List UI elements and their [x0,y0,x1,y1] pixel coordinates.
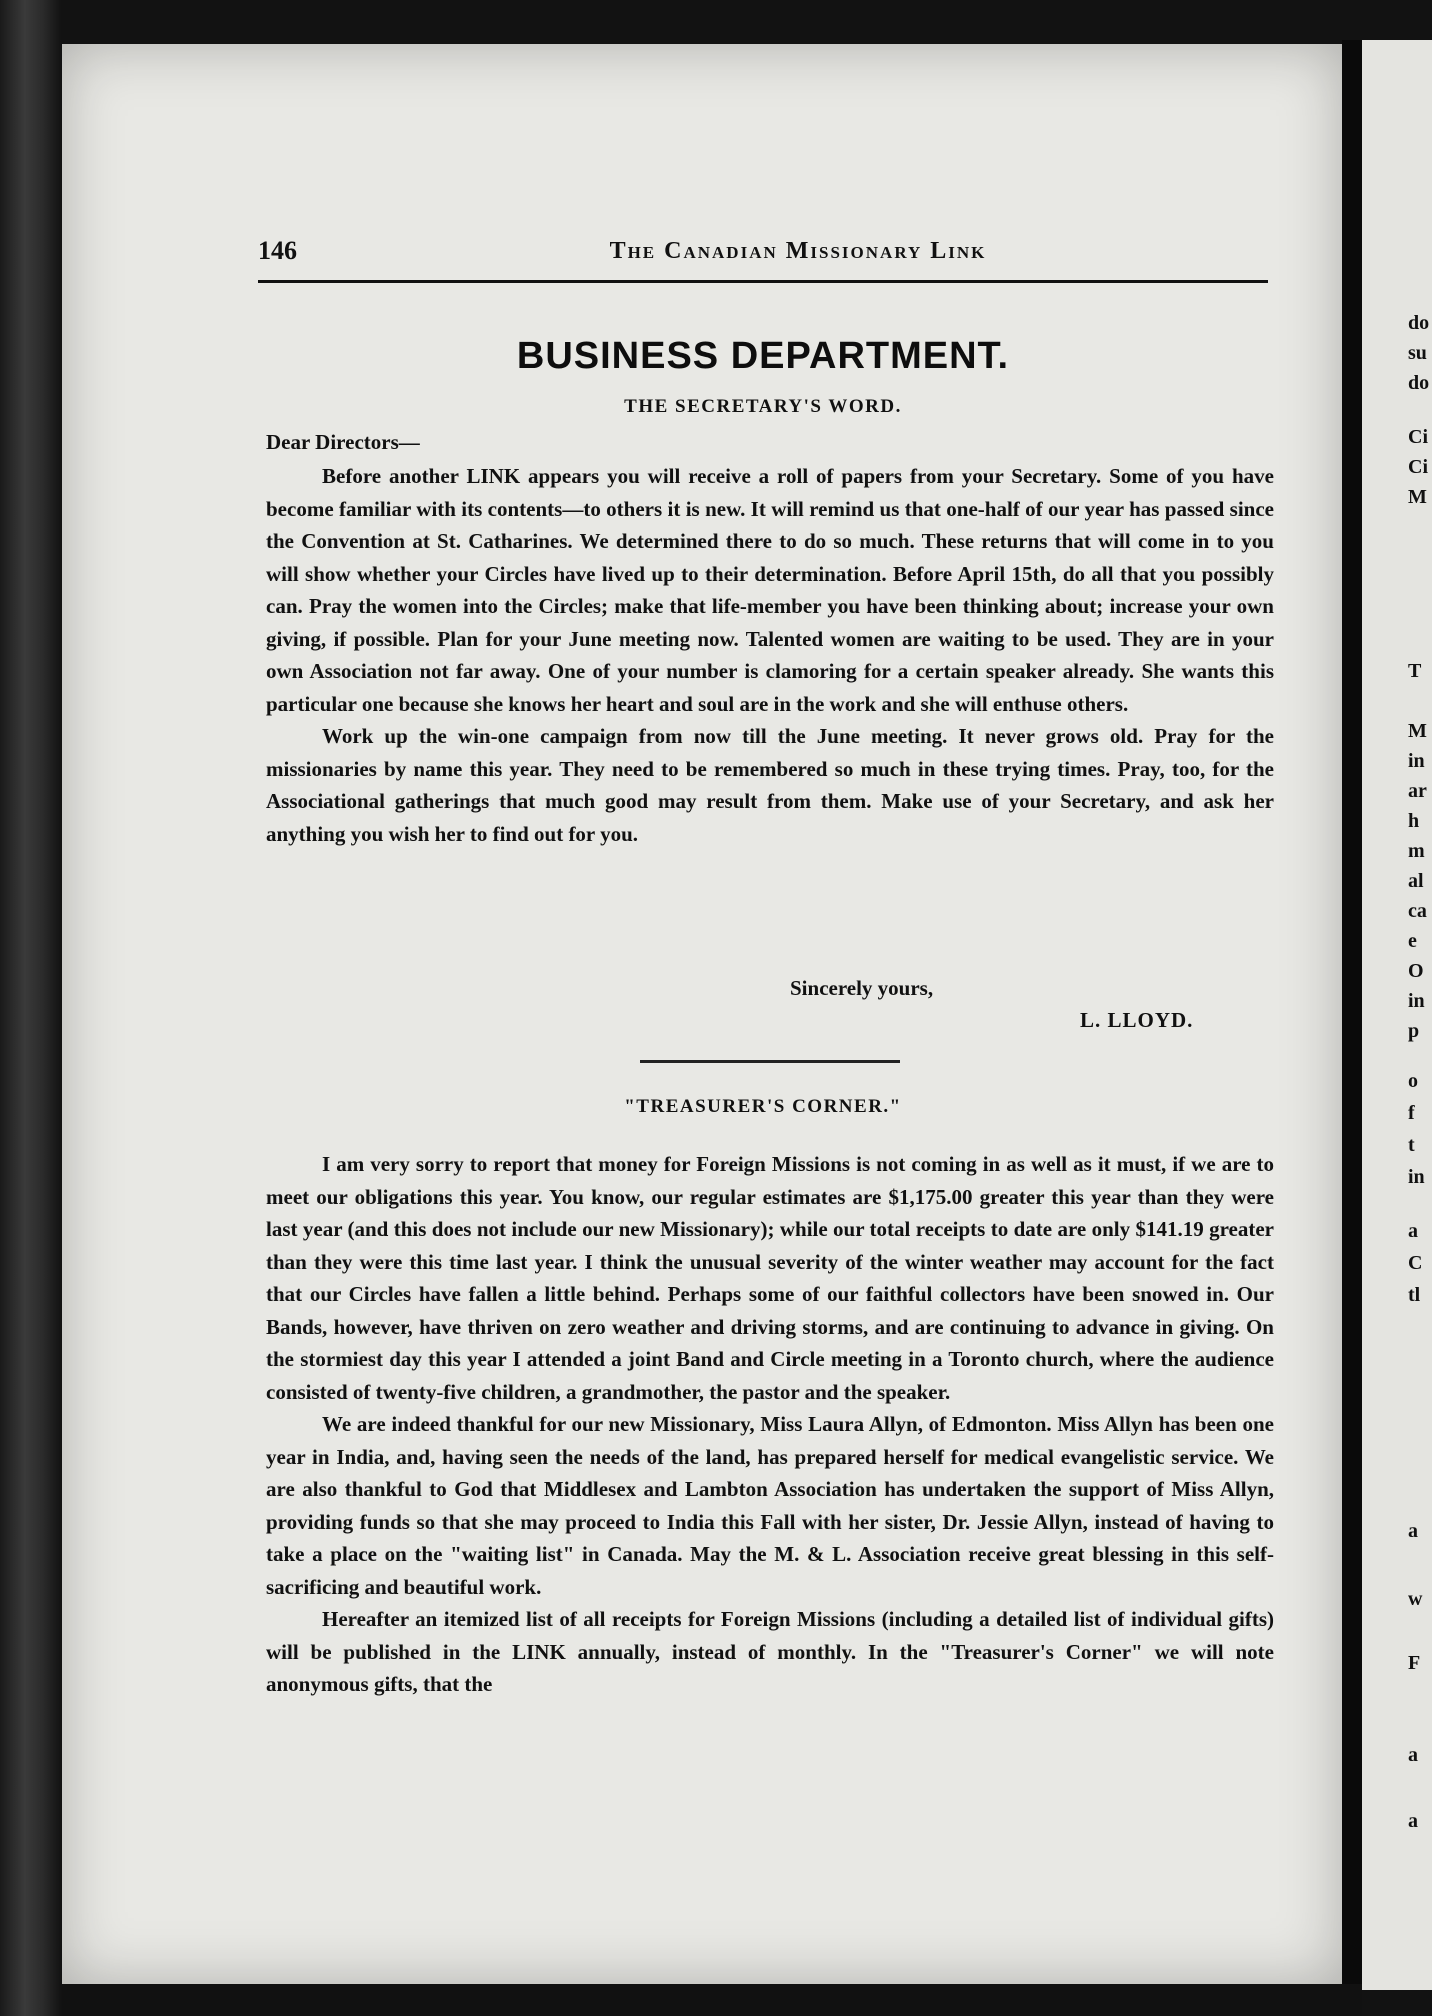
book-spine [0,0,62,2016]
fragment: ar [1408,780,1427,802]
page-gutter [1342,40,1362,1990]
fragment: M [1408,720,1427,742]
closing: Sincerely yours, [790,976,934,1000]
fragment: a [1408,1810,1418,1832]
fragment: a [1408,1220,1418,1242]
fragment: in [1408,750,1425,772]
fragment: al [1408,870,1424,892]
paragraph: Work up the win-one campaign from now till the June meeting. It never grows old. Pray for the missionaries by name this year. They need to be remembered so much in these trying times. Pray, too, for the Associational gatherings that much good may result from them. Make use of your Secretary, and ask her anything you wish her to find out for you. [266,724,1274,846]
fragment: e [1408,930,1417,952]
paragraph: Before another LINK appears you will receive a roll of papers from your Secretary. Some of you have become familiar with its contents—to others it is new. It will remind us that one-half of our year has passed since the Convention at St. Catharines. We determined there to do so much. These returns that will come in to you will show whether your Circles have lived up to their determination. Before April 15th, do all that you possibly can. Pray the women into the Circles; make that life-member you have been thinking about; increase your own giving, if possible. Plan for your June meeting now. Talented women are waiting to be used. They are in your own Association not far away. One of your number is clamoring for a certain speaker already. She wants this particular one because she knows her heart and soul are in the work and she will enthuse others. [266,464,1274,716]
fragment: tl [1408,1284,1421,1306]
fragment: a [1408,1520,1418,1542]
section-divider [640,1060,900,1063]
fragment: f [1408,1102,1415,1124]
fragment: Ci [1408,426,1428,448]
fragment: O [1408,960,1424,982]
page-number: 146 [258,236,297,265]
fragment: T [1408,660,1422,682]
scan-border [62,1984,1362,2016]
signature: L. LLOYD. [1080,1008,1194,1032]
secretary-body [266,460,1274,850]
fragment: F [1408,1652,1421,1674]
paragraph: Hereafter an itemized list of all receipts for Foreign Missions (including a detailed list of individual gifts) will be published in the LINK annually, instead of monthly. In the "Treasurer's Corner" we will note anonymous gifts, that the [266,1607,1274,1696]
treasurer-heading: "TREASURER'S CORNER." [624,1096,902,1117]
fragment: ca [1408,900,1427,922]
fragment: t [1408,1134,1415,1156]
fragment: do [1408,372,1430,394]
fragment: a [1408,1744,1418,1766]
fragment: Ci [1408,456,1428,478]
fragment: o [1408,1070,1418,1092]
fragment: M [1408,486,1427,508]
paragraph: I am very sorry to report that money for Foreign Missions is not coming in as well as it must, if we are to meet our obligations this year. You know, our regular estimates are $1,175.00 greater this year than they were last year (and this does not include our new Missionary); while our total receipts to date are only $141.19 greater than they were this time last year. I think the unusual severity of the winter weather may account for the fact that our Circles have fallen a little behind. Perhaps some of our faithful collectors have been snowed in. Our Bands, however, have thriven on zero weather and driving storms, and are continuing to advance in giving. On the stormiest day this year I attended a joint Band and Circle meeting in a Toronto church, where the audience consisted of twenty-five children, a grandmother, the pastor and the speaker. [266,1152,1274,1404]
adjacent-page-fragment [1362,40,1432,1990]
fragment: p [1408,1020,1420,1042]
fragment: in [1408,990,1425,1012]
secretary-heading: THE SECRETARY'S WORD. [624,396,902,417]
fragment: su [1408,342,1427,364]
fragment: do [1408,312,1430,334]
treasurer-body [266,1148,1274,1701]
fragment: C [1408,1252,1423,1274]
salutation: Dear Directors— [266,430,420,454]
department-title: BUSINESS DEPARTMENT. [516,335,1010,377]
fragment: h [1408,810,1420,832]
running-header [258,236,1268,283]
fragment: w [1408,1588,1423,1610]
fragment: m [1408,840,1425,862]
journal-title: The Canadian Missionary Link [609,238,987,264]
paragraph: We are indeed thankful for our new Missionary, Miss Laura Allyn, of Edmonton. Miss Allyn has been one year in India, and, having seen the needs of the land, has prepared herself for medical evangelistic service. We are also thankful to God that Middlesex and Lambton Association has undertaken the support of Miss Allyn, providing funds so that she may proceed to India this Fall with her sister, Dr. Jessie Allyn, instead of having to take a place on the "waiting list" in Canada. May the M. & L. Association receive great blessing in this self-sacrificing and beautiful work. [266,1412,1274,1599]
fragment: in [1408,1166,1425,1188]
